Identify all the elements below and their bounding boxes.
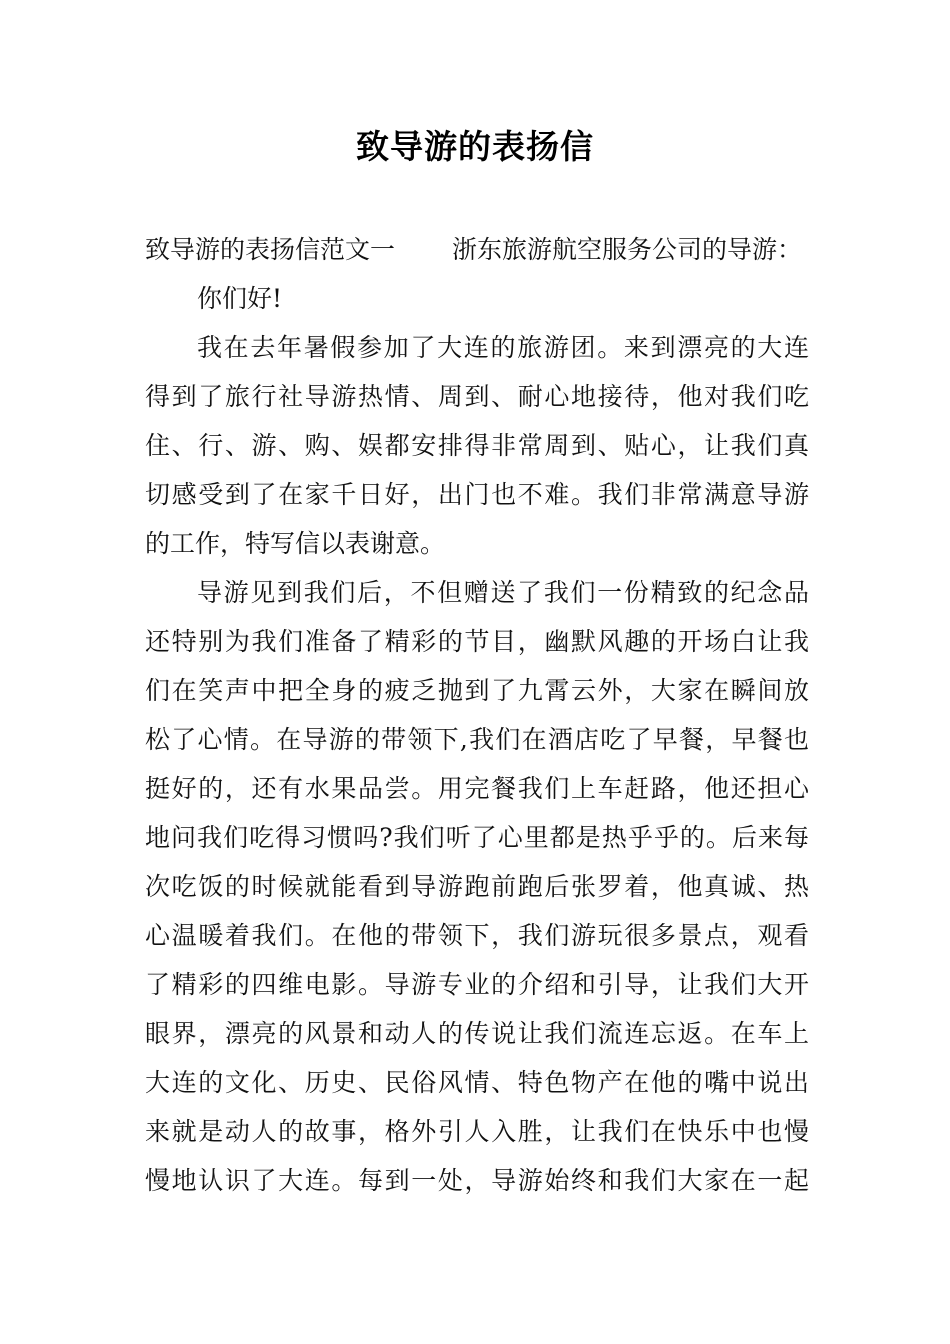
text-line: 切感受到了在家千日好，出门也不难。我们非常满意导游	[145, 480, 809, 509]
text-line: 心温暖着我们。在他的带领下，我们游玩很多景点，观看	[145, 921, 809, 950]
text-line: 来就是动人的故事，格外引人入胜，让我们在快乐中也慢	[145, 1117, 809, 1146]
text-line: 慢地认识了大连。每到一处，导游始终和我们大家在一起	[145, 1166, 809, 1195]
recipient-line: 浙东旅游航空服务公司的导游：	[452, 235, 803, 264]
text-line: 松了心情。在导游的带领下,我们在酒店吃了早餐，早餐也	[145, 725, 809, 754]
text-line: 还特别为我们准备了精彩的节目，幽默风趣的开场白让我	[145, 627, 809, 656]
sample-heading: 致导游的表扬信范文一	[145, 235, 396, 264]
document-title: 致导游的表扬信	[356, 127, 594, 166]
text-line: 得到了旅行社导游热情、周到、耐心地接待，他对我们吃	[145, 382, 809, 411]
text-line: 眼界，漂亮的风景和动人的传说让我们流连忘返。在车上	[145, 1019, 809, 1048]
text-line: 地问我们吃得习惯吗?我们听了心里都是热乎乎的。后来每	[145, 823, 809, 852]
text-line: 的工作，特写信以表谢意。	[145, 529, 446, 558]
letter-header	[145, 225, 809, 274]
text-line: 挺好的，还有水果品尝。用完餐我们上车赶路，他还担心	[145, 774, 809, 803]
text-line: 导游见到我们后，不但赠送了我们一份精致的纪念品	[197, 578, 809, 607]
greeting-line: 你们好!	[197, 284, 283, 313]
text-line: 们在笑声中把全身的疲乏抛到了九霄云外，大家在瞬间放	[145, 676, 809, 705]
text-line: 我在去年暑假参加了大连的旅游团。来到漂亮的大连	[197, 333, 809, 362]
text-line: 住、行、游、购、娱都安排得非常周到、贴心，让我们真	[145, 431, 809, 460]
text-line: 大连的文化、历史、民俗风情、特色物产在他的嘴中说出	[145, 1068, 809, 1097]
text-line: 了精彩的四维电影。导游专业的介绍和引导，让我们大开	[145, 970, 809, 999]
text-line: 次吃饭的时候就能看到导游跑前跑后张罗着，他真诚、热	[145, 872, 809, 901]
